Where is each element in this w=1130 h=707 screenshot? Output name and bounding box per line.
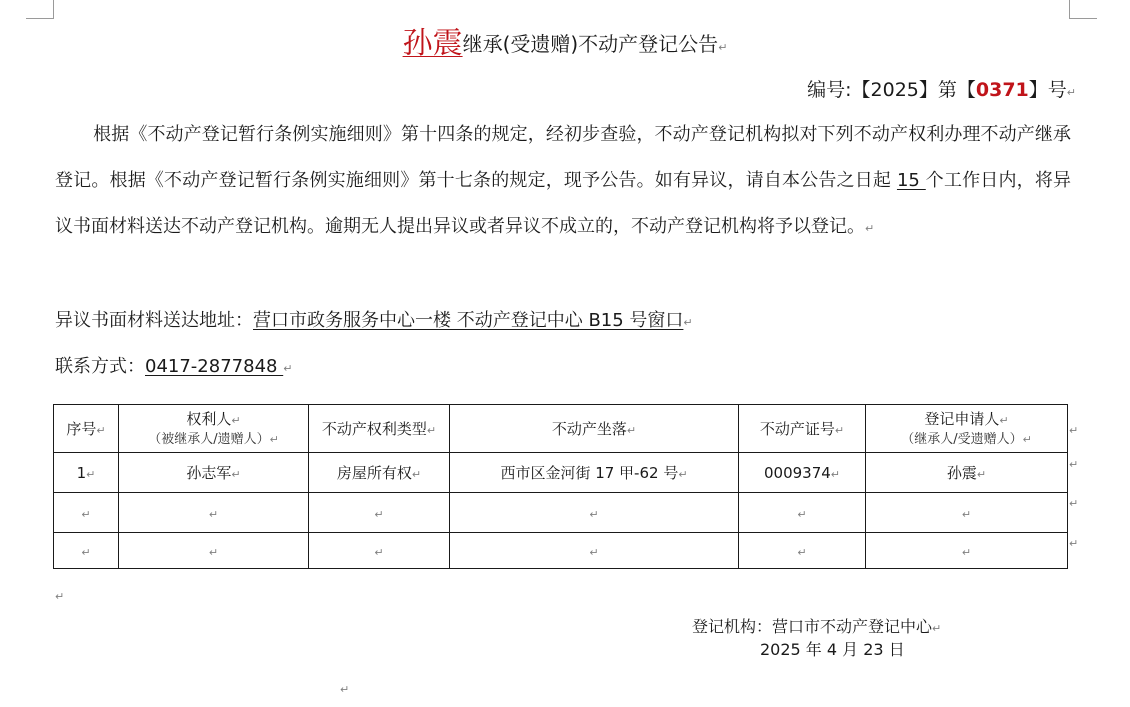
crop-mark-top-right [1069, 0, 1070, 18]
contact-value: 0417-2877848 [145, 356, 284, 377]
empty-cell: ↵ [739, 533, 866, 569]
notice-text-b: 个工作日内，将异议书面材料送达不动产登记机构。逾期无人提出异议或者异议不成立的，不动产登记机构将予以登记。 [55, 170, 1071, 237]
table-row-empty [54, 493, 1068, 533]
cell-applicant: 孙震↵ [866, 453, 1068, 493]
empty-cell: ↵ [119, 493, 309, 533]
paragraph-mark: ↵ [1066, 86, 1076, 99]
empty-cell: ↵ [866, 533, 1068, 569]
address-label: 异议书面材料送达地址： [55, 310, 253, 331]
header-applicant: 登记申请人↵ （继承人/受遗赠人）↵ [866, 405, 1068, 453]
page-title [0, 26, 1130, 66]
contact-label: 联系方式： [55, 356, 145, 377]
cell-holder: 孙志军↵ [119, 453, 309, 493]
empty-cell: ↵ [866, 493, 1068, 533]
row-end-mark: ↵ [1069, 458, 1079, 471]
paragraph-mark: ↵ [283, 362, 293, 375]
empty-cell: ↵ [119, 533, 309, 569]
table-row-empty [54, 533, 1068, 569]
document-number [807, 76, 1076, 107]
row-end-mark: ↵ [1069, 537, 1079, 550]
paragraph-mark: ↵ [718, 41, 728, 54]
paragraph-mark: ↵ [865, 222, 875, 235]
paragraph-mark: ↵ [683, 316, 693, 329]
empty-cell: ↵ [54, 533, 119, 569]
address-line [55, 304, 693, 340]
empty-cell: ↵ [54, 493, 119, 533]
empty-cell: ↵ [309, 493, 450, 533]
notice-paragraph [55, 112, 1071, 252]
empty-cell: ↵ [309, 533, 450, 569]
doc-no-prefix: 编号:【2025】第【 [807, 79, 976, 101]
cell-cert-no: 0009374↵ [739, 453, 866, 493]
registration-agency: 登记机构：营口市不动产登记中心↵ [692, 617, 942, 636]
empty-paragraph-mark: ↵ [55, 590, 65, 603]
crop-mark-top-right-h [1069, 18, 1097, 19]
registration-table [53, 404, 1068, 569]
header-location: 不动产坐落↵ [450, 405, 739, 453]
row-end-mark: ↵ [1069, 424, 1079, 437]
empty-cell: ↵ [450, 533, 739, 569]
notice-date: 2025 年 4 月 23 日 [760, 640, 905, 659]
empty-cell: ↵ [739, 493, 866, 533]
title-name: 孙震 [402, 26, 463, 61]
table-row [54, 453, 1068, 493]
empty-cell: ↵ [450, 493, 739, 533]
title-text: 继承(受遗赠)不动产登记公告 [462, 32, 719, 56]
contact-line [55, 350, 292, 386]
header-cert-no: 不动产证号↵ [739, 405, 866, 453]
doc-no-suffix: 】号 [1028, 79, 1067, 101]
doc-no-number: 0371 [975, 79, 1029, 101]
cell-location: 西市区金河街 17 甲-62 号↵ [450, 453, 739, 493]
notice-text-a: 根据《不动产登记暂行条例实施细则》第十四条的规定，经初步查验，不动产登记机构拟对下列不动产权利办理不动产继承登记。根据《不动产登记暂行条例实施细则》第十七条的规定，现予公告。如有异议，请自本公告之日起 [55, 124, 1071, 191]
cell-right-type: 房屋所有权↵ [309, 453, 450, 493]
row-end-mark: ↵ [1069, 497, 1079, 510]
header-right-type: 不动产权利类型↵ [309, 405, 450, 453]
header-holder: 权利人↵ （被继承人/遗赠人）↵ [119, 405, 309, 453]
crop-mark-top-left [53, 0, 54, 18]
empty-paragraph-mark: ↵ [340, 683, 350, 696]
crop-mark-top-left-h [26, 18, 54, 19]
objection-days: 15 [896, 170, 926, 191]
address-value: 营口市政务服务中心一楼 不动产登记中心 B15 号窗口 [253, 310, 684, 331]
cell-seq: 1↵ [54, 453, 119, 493]
table-header-row [54, 405, 1068, 453]
header-seq: 序号↵ [54, 405, 119, 453]
